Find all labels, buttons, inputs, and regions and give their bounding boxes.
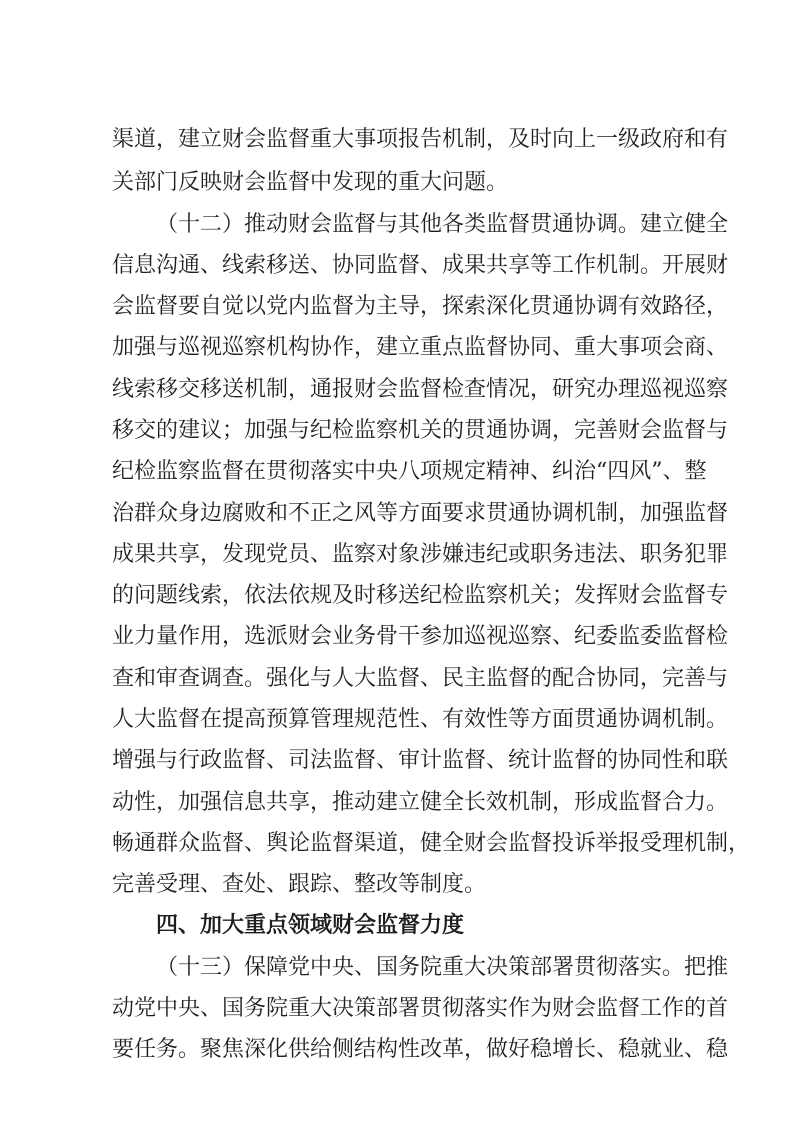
- text-line: 会监督要自觉以党内监督为主导，探索深化贯通协调有效路径，: [112, 294, 729, 319]
- text-line: 渠道，建立财会监督重大事项报告机制，及时向上一级政府和有: [112, 127, 729, 152]
- text-line: 治群众身边腐败和不正之风等方面要求贯通协调机制，加强监督: [112, 501, 729, 526]
- text-line: 要任务。聚焦深化供给侧结构性改革，做好稳增长、稳就业、稳: [112, 1037, 729, 1062]
- text-line: 线索移交移送机制，通报财会监督检查情况，研究办理巡视巡察: [112, 377, 729, 402]
- text-line: 加强与巡视巡察机构协作，建立重点监督协同、重大事项会商、: [112, 335, 729, 360]
- text-line: 关部门反映财会监督中发现的重大问题。: [112, 170, 509, 195]
- text-line: 动党中央、国务院重大决策部署贯彻落实作为财会监督工作的首: [112, 996, 729, 1021]
- text-line: 增强与行政监督、司法监督、审计监督、统计监督的协同性和联: [112, 748, 729, 773]
- text-line: 畅通群众监督、舆论监督渠道，健全财会监督投诉举报受理机制，: [112, 831, 751, 856]
- text-line: 成果共享，发现党员、监察对象涉嫌违纪或职务违法、职务犯罪: [112, 542, 729, 567]
- text-line: 业力量作用，选派财会业务骨干参加巡视巡察、纪委监委监督检: [112, 624, 729, 649]
- text-line: 动性，加强信息共享，推动建立健全长效机制，形成监督合力。: [112, 790, 729, 815]
- text-line: 查和审查调查。强化与人大监督、民主监督的配合协同，完善与: [112, 666, 729, 691]
- text-line: 完善受理、查处、跟踪、整改等制度。: [112, 872, 487, 897]
- text-line: 信息沟通、线索移送、协同监督、成果共享等工作机制。开展财: [112, 253, 729, 278]
- text-line: 人大监督在提高预算管理规范性、有效性等方面贯通协调机制。: [112, 707, 729, 732]
- paragraph-first-line: （十二）推动财会监督与其他各类监督贯通协调。建立健全: [156, 212, 729, 237]
- text-line: 的问题线索，依法依规及时移送纪检监察机关；发挥财会监督专: [112, 583, 729, 608]
- text-line: 移交的建议；加强与纪检监察机关的贯通协调，完善财会监督与: [112, 418, 729, 443]
- section-heading: 四、加大重点领域财会监督力度: [156, 913, 465, 938]
- paragraph-first-line: （十三）保障党中央、国务院重大决策部署贯彻落实。把推: [156, 955, 729, 980]
- text-line: 纪检监察监督在贯彻落实中央八项规定精神、纠治“四风”、整: [112, 459, 707, 484]
